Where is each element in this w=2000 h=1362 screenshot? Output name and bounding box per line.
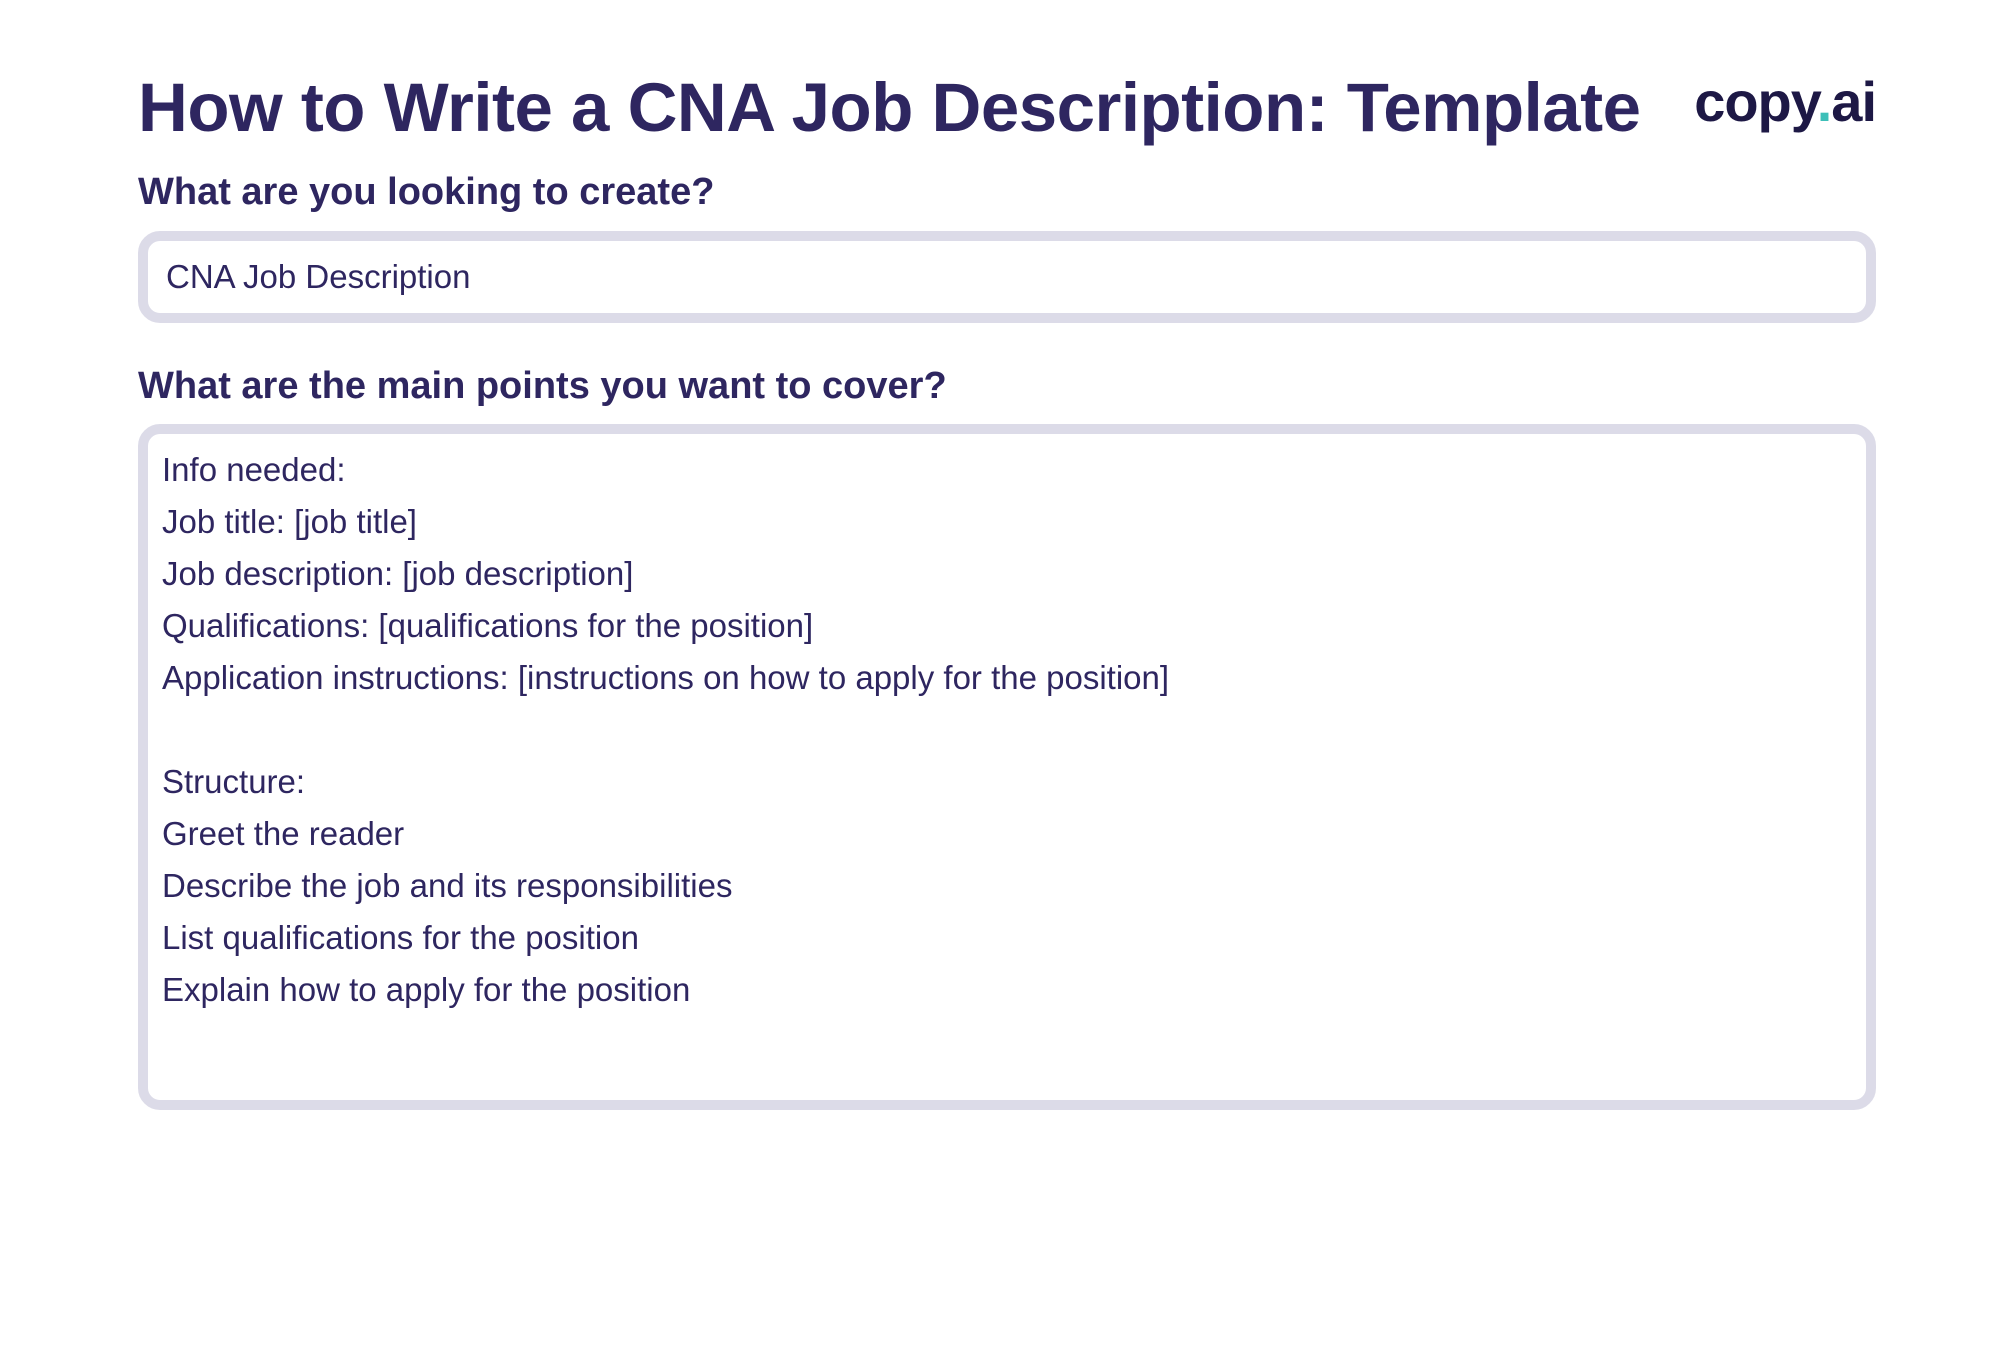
create-field-label: What are you looking to create? — [138, 171, 715, 213]
create-input[interactable] — [138, 231, 1876, 323]
logo-text-main: copy — [1694, 70, 1817, 133]
points-line: Application instructions: [instructions on how to apply for the position] — [162, 659, 1170, 696]
points-line: Structure: — [162, 763, 306, 800]
logo-text-suffix: ai — [1831, 70, 1876, 133]
points-line: Greet the reader — [162, 815, 405, 852]
points-line: Qualifications: [qualifications for the position] — [162, 607, 814, 644]
main-points-textarea[interactable] — [138, 424, 1876, 1110]
main-points-field-label: What are the main points you want to cover? — [138, 365, 947, 407]
points-line: Job description: [job description] — [162, 555, 634, 592]
main-points-lines — [162, 444, 1846, 1016]
copy-ai-logo — [1694, 66, 1876, 138]
points-line: Info needed: — [162, 451, 346, 488]
points-line: Explain how to apply for the position — [162, 971, 691, 1008]
points-line: List qualifications for the position — [162, 919, 639, 956]
points-line-blank — [162, 704, 1846, 756]
logo-dot: . — [1816, 70, 1832, 133]
points-line: Job title: [job title] — [162, 503, 417, 540]
create-input-value: CNA Job Description — [166, 258, 471, 295]
points-line: Describe the job and its responsibilities — [162, 867, 733, 904]
page-title: How to Write a CNA Job Description: Template — [138, 69, 1641, 146]
